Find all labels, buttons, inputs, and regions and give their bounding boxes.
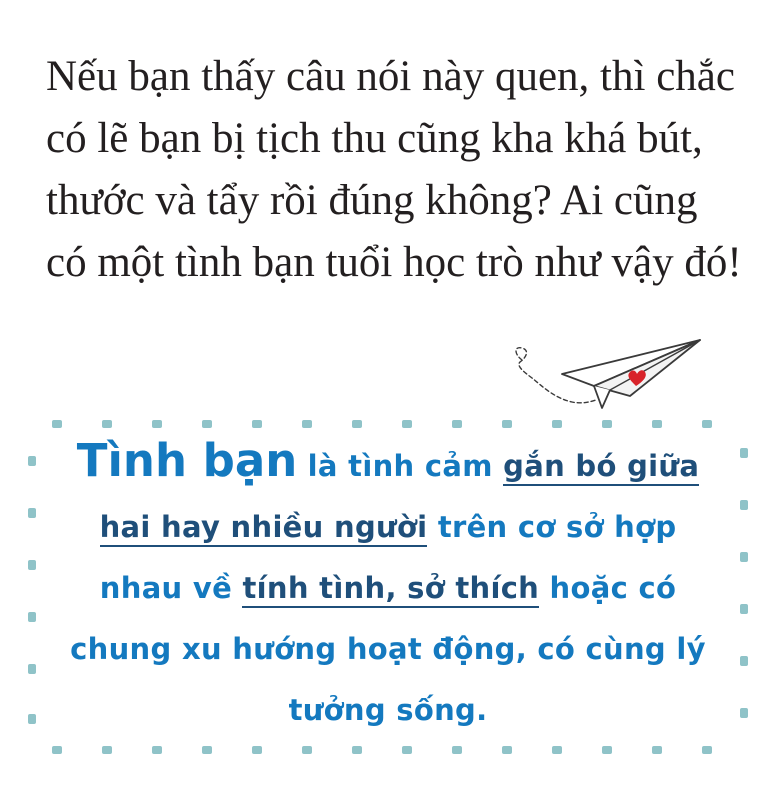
underlined-phrase: hai hay nhiều người [100, 510, 428, 547]
definition-text: nhau về [99, 571, 243, 605]
underlined-phrase: tính tình, sở thích [242, 571, 539, 608]
definition-line-4: chung xu hướng hoạt động, có cùng lý [70, 632, 706, 666]
intro-line-2: có lẽ bạn bị tịch thu cũng kha khá bút, [46, 115, 703, 162]
definition-line-1 [28, 430, 748, 497]
paper-plane-icon [510, 332, 705, 412]
intro-paragraph [46, 46, 746, 294]
definition-line-5: tưởng sống. [288, 693, 488, 727]
definition-text: trên cơ sở hợp [427, 510, 677, 544]
friendship-definition [28, 430, 748, 741]
definition-text: là tình cảm [297, 449, 504, 483]
definition-line-2 [28, 497, 748, 558]
intro-line-3: thước và tẩy rồi đúng không? Ai cũng [46, 177, 698, 224]
definition-line-3 [28, 558, 748, 619]
intro-line-1: Nếu bạn thấy câu nói này quen, thì chắc [46, 53, 735, 100]
definition-text: hoặc có [539, 571, 677, 605]
intro-line-4: có một tình bạn tuổi học trò như vậy đó! [46, 239, 742, 286]
underlined-phrase: gắn bó giữa [503, 449, 699, 486]
definition-term: Tình bạn [76, 434, 298, 487]
